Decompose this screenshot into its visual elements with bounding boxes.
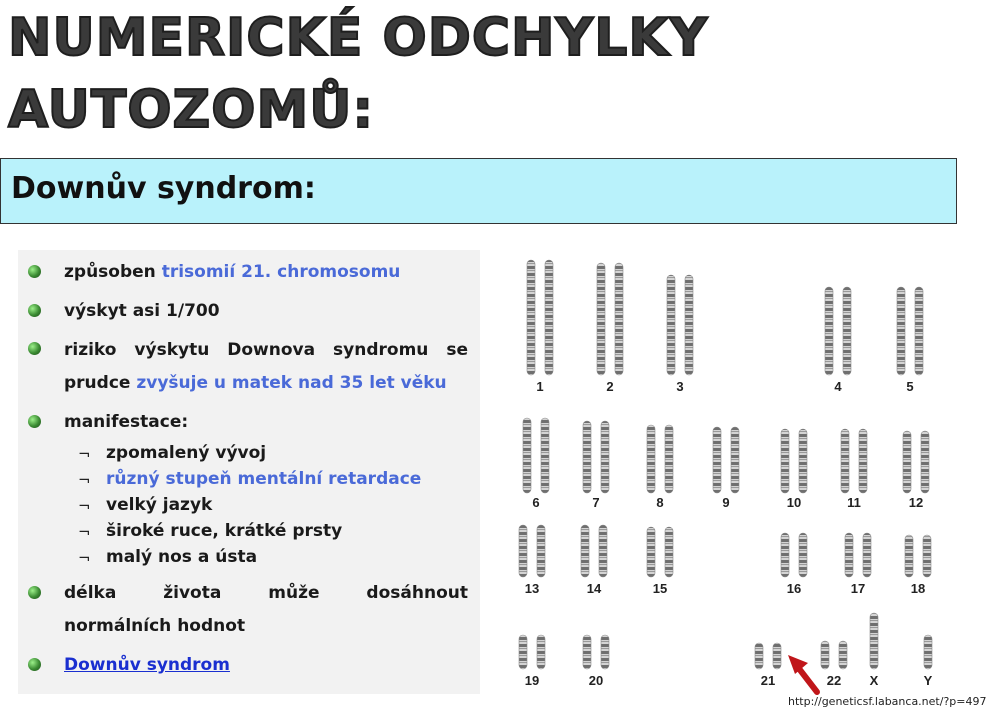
chromosome-label-Y: Y xyxy=(923,673,933,688)
chromosome-label-17: 17 xyxy=(850,581,866,596)
chromosome-label-11: 11 xyxy=(847,495,861,510)
not-sign-bullet-icon: ¬ xyxy=(78,523,91,541)
chromosome-1 xyxy=(545,260,553,375)
chromosome-11 xyxy=(859,429,867,493)
chromosome-6 xyxy=(541,418,549,493)
chromosome-label-4: 4 xyxy=(834,379,842,394)
bullet-manifestations: manifestace: xyxy=(64,412,189,432)
chromosome-5 xyxy=(915,287,923,375)
not-sign-bullet-icon: ¬ xyxy=(78,549,91,567)
lifespan-word: může xyxy=(268,583,320,603)
lifespan-word: dosáhnout xyxy=(366,583,468,603)
chromosome-label-19: 19 xyxy=(524,673,540,688)
not-sign-bullet-icon: ¬ xyxy=(78,445,91,463)
chromosome-7 xyxy=(583,421,591,493)
lifespan-word: života xyxy=(163,583,222,603)
chromosome-4 xyxy=(825,287,833,375)
source-url: http://geneticsf.labanca.net/?p=497 xyxy=(788,695,986,708)
lifespan-word: délka xyxy=(64,583,117,603)
chromosome-6 xyxy=(523,418,531,493)
risk-prefix: prudce xyxy=(64,373,131,393)
chromosome-2 xyxy=(615,263,623,375)
chromosome-8 xyxy=(647,425,655,493)
chromosome-15 xyxy=(647,527,655,577)
chromosome-5 xyxy=(897,287,905,375)
chromosome-15 xyxy=(665,527,673,577)
chromosome-18 xyxy=(905,535,913,577)
chromosome-14 xyxy=(599,525,607,577)
chromosome-18 xyxy=(923,535,931,577)
karyotype-figure xyxy=(492,245,958,695)
manifestation-item: malý nos a ústa xyxy=(106,547,258,567)
chromosome-label-20: 20 xyxy=(588,673,604,688)
green-sphere-bullet-icon xyxy=(28,265,41,278)
section-banner xyxy=(0,158,957,224)
not-sign-bullet-icon: ¬ xyxy=(78,497,91,515)
risk-word: výskytu xyxy=(134,340,210,360)
page-title-line-1: NUMERICKÉ ODCHYLKY xyxy=(8,8,709,68)
chromosome-label-18: 18 xyxy=(910,581,926,596)
page-title-line-2: AUTOZOMŮ: xyxy=(8,80,375,140)
risk-highlight: zvyšuje u matek nad 35 let věku xyxy=(136,373,447,393)
risk-word: Downova xyxy=(227,340,316,360)
chromosome-9 xyxy=(713,427,721,493)
green-sphere-bullet-icon xyxy=(28,586,41,599)
chromosome-label-8: 8 xyxy=(656,495,664,510)
chromosome-label-6: 6 xyxy=(532,495,540,510)
chromosome-label-12: 12 xyxy=(908,495,924,510)
chromosome-3 xyxy=(685,275,693,375)
chromosome-label-7: 7 xyxy=(592,495,600,510)
bullet-cause xyxy=(64,264,400,281)
chromosome-22 xyxy=(839,641,847,669)
not-sign-bullet-icon: ¬ xyxy=(78,471,91,489)
chromosome-16 xyxy=(799,533,807,577)
chromosome-label-21: 21 xyxy=(760,673,776,688)
chromosome-2 xyxy=(597,263,605,375)
chromosome-label-3: 3 xyxy=(676,379,684,394)
bullet-risk-line-2 xyxy=(64,375,447,392)
chromosome-13 xyxy=(537,525,545,577)
chromosome-12 xyxy=(921,431,929,493)
chromosome-7 xyxy=(601,421,609,493)
chromosome-12 xyxy=(903,431,911,493)
chromosome-Y xyxy=(924,635,932,669)
risk-word: riziko xyxy=(64,340,117,360)
chromosome-label-16: 16 xyxy=(786,581,802,596)
chromosome-19 xyxy=(537,635,545,669)
red-arrow-icon xyxy=(788,655,817,692)
risk-word: se xyxy=(446,340,468,360)
chromosome-9 xyxy=(731,427,739,493)
chromosome-label-1: 1 xyxy=(536,379,544,394)
chromosome-label-22: 22 xyxy=(826,673,842,688)
chromosome-X xyxy=(870,613,878,669)
green-sphere-bullet-icon xyxy=(28,304,41,317)
chromosome-8 xyxy=(665,425,673,493)
chromosome-label-15: 15 xyxy=(652,581,668,596)
bullet-lifespan-line-1 xyxy=(64,585,468,602)
chromosome-21 xyxy=(773,643,781,669)
chromosome-1 xyxy=(527,260,535,375)
manifestation-item: velký jazyk xyxy=(106,495,213,515)
chromosome-19 xyxy=(519,635,527,669)
chromosome-label-9: 9 xyxy=(722,495,730,510)
chromosome-label-2: 2 xyxy=(606,379,614,394)
green-sphere-bullet-icon xyxy=(28,415,41,428)
chromosome-3 xyxy=(667,275,675,375)
green-sphere-bullet-icon xyxy=(28,658,41,671)
chromosome-22 xyxy=(821,641,829,669)
chromosome-4 xyxy=(843,287,851,375)
chromosome-21 xyxy=(755,643,763,669)
karyotype-chromosomes xyxy=(519,260,932,669)
manifestation-item: zpomalený vývoj xyxy=(106,443,267,463)
chromosome-11 xyxy=(841,429,849,493)
chromosome-10 xyxy=(799,429,807,493)
chromosome-20 xyxy=(583,635,591,669)
chromosome-label-10: 10 xyxy=(786,495,802,510)
text-panel xyxy=(18,250,480,694)
manifestation-item: široké ruce, krátké prsty xyxy=(106,521,343,541)
downs-syndrome-link[interactable]: Downův syndrom xyxy=(64,655,230,675)
chromosome-label-14: 14 xyxy=(586,581,602,596)
green-sphere-bullet-icon xyxy=(28,342,41,355)
chromosome-20 xyxy=(601,635,609,669)
chromosome-14 xyxy=(581,525,589,577)
chromosome-label-13: 13 xyxy=(524,581,540,596)
chromosome-13 xyxy=(519,525,527,577)
chromosome-label-5: 5 xyxy=(906,379,914,394)
chromosome-10 xyxy=(781,429,789,493)
chromosome-17 xyxy=(863,533,871,577)
bullet-risk-line-1 xyxy=(64,342,468,359)
chromosome-label-X: X xyxy=(869,673,879,688)
bullet-lifespan-line-2: normálních hodnot xyxy=(64,616,246,636)
bullet-incidence: výskyt asi 1/700 xyxy=(64,301,220,321)
banner-title: Downův syndrom: xyxy=(11,171,316,206)
risk-word: syndromu xyxy=(333,340,429,360)
chromosome-17 xyxy=(845,533,853,577)
cause-highlight: trisomií 21. chromosomu xyxy=(161,262,401,282)
manifestation-item-highlight: různý stupeň mentální retardace xyxy=(106,469,422,489)
cause-prefix: způsoben xyxy=(64,262,156,282)
chromosome-16 xyxy=(781,533,789,577)
